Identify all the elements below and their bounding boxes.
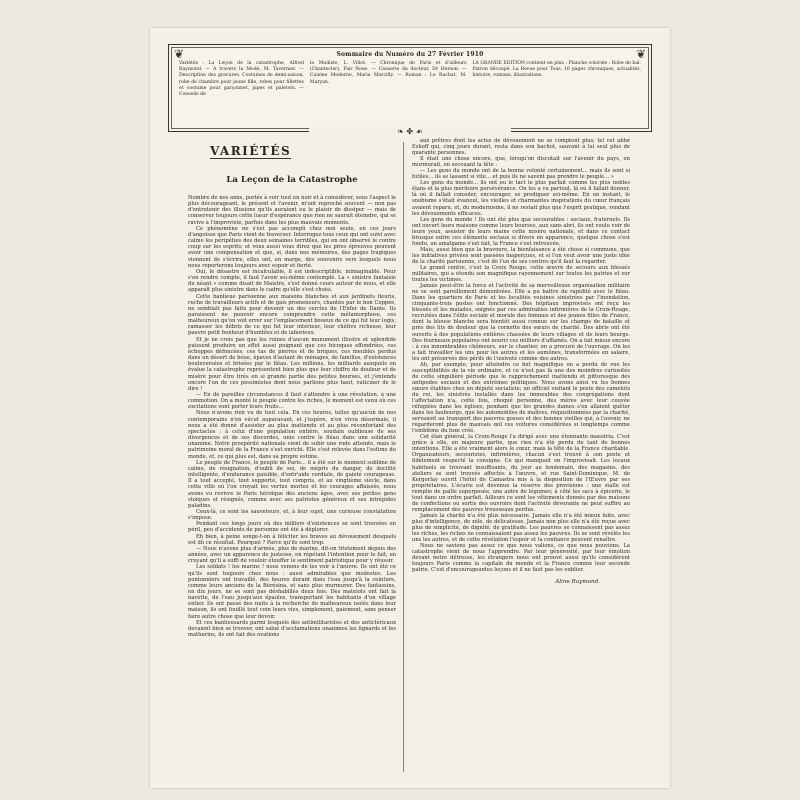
summary-title: Sommaire du Numéro du 27 Février 1910 — [336, 51, 484, 58]
paragraph: Nous n'avons rien vu de tout cela. En ces heures, telles qu'aucun de nos contemporains n'en vécut auparavant, et j'espère, n'en vivra désormais, il nous a été donné d'assister au plus inattendu et au plus réconfortant des spectacles : à celui d'une population entière, soudain oublieuse de ses divergences et de ses discordes, unie contre le fléau dans une solidarité unanime. Notre prospérité nationale vient de subir une rude atteinte, mais le patrimoine moral de la France s'est enrichi. Elle s'est relevée dans l'estime du monde, et, ce qui plus est, dans sa propre estime. — [188, 410, 396, 460]
paragraph: Il était une chose encore, que, lorsqu'on discutait sur l'avenir du pays, on murmurait, en secouant la tête : — [412, 156, 630, 169]
paragraph: Ah, par exemple, pour atteindre ce but magnifique on a perdu de vue les susceptibilités de la vie ordinaire, et ce n'est pas là une des moindres curiosités de cette singulière période que le rapprochement inattendu et pittoresque des antipodes sociaux et des extrêmes politiques. Nous avons ainsi vu les bonnes sœurs établies chez un député socialiste; un officiel visitant le poste des camelots du roi, les sinistrés installés dans les immeubles des congrégations dont l'affectation n'a, cette fois, choqué personne, des mères avec leur couvée réfugiées dans les églises, pendant que les grandes dames s'en allaient quêter dans les faubourgs, que les automobiles de maîtres, réquisitionnées par la charité, servaient au transport des pauvres gosses et des bonnes vieilles qui, à l'avenir, ne regarderont plus de mauvais œil ces voitures considérées si longtemps comme l'emblème du luxe créé. — [412, 361, 630, 435]
magazine-page — [150, 28, 670, 788]
summary-columns — [179, 61, 641, 123]
article-title: La Leçon de la Catastrophe — [226, 175, 358, 185]
paragraph: Et ces banlieusards parmi lesquels des antimilitaristes et des anticléricaux devaient bien se trouver, ont salué d'acclamations unanimes les lignards et les mathurins, ils ont fait des ovations — [188, 619, 396, 639]
paragraph: Jamais peut-être la force et l'activité de sa merveilleuse organisation militaire ne se sont pareillement démontrées. Elle a pu battre de rapidité avec le fléau. Dans les quartiers de Paris et les localités voisines sinistrées par l'inondation, cinquante-trois postes ont fonctionné. Des hôpitaux improvisés ont reçu les blessés et les malades, soignés par ces admirables infirmières de la Croix-Rouge, recrutées dans l'élite sociale et morale des femmes et des jeunes filles de France, dont la blouse blanche sera bientôt aussi connue sur les champs de bataille et près des lits de douleur que la cornette des sœurs de charité. Des abris ont été ouverts à des populations entières chassées de leurs villages et de leurs bourgs. Des fourneaux populaires ont nourri ces milliers d'affamés. On a fait mieux encore : à ces innombrables chômeurs, sur le chantier, on a procuré de l'ouvrage. On les a fait travailler les uns pour les autres et les aumônes, transformées en salaire, les ont préservés des périls de l'oisiveté comme des autres. — [412, 283, 630, 362]
paragraph: Et je ne crois pas que les ruines d'aucun monument illustre et splendide puissent produire un effet aussi poignant que ces bicoques effondrées, ces échoppes défoncées, ces tas de pierres et de briques, ces meubles perdus dans un désert de boue, épaves d'autant de ménages, de familles, d'existences bouleversées et brisées par le fléau. Les millions, les milliards auxquels on évalue la catastrophe représentent bien plus que leur chiffre de douleur et de misère pour être tirés en si grande partie des petites bourses, et j'entends encore l'un de ces pessimistes dont nous parlions plus haut, vaticiner de le dire ! — [188, 336, 396, 392]
paragraph: Ceux-là, ce sont les sauveteurs, et, à leur sujet, une curieuse constatation s'impose. — [188, 508, 396, 522]
paragraph: Mais, aussi bien que la bravoure, la bienfaisance a été chose si commune, que les initiatives privées sont passées inaperçues, et si l'on veut avoir une juste idée de la charité parisienne, c'est de l'un de ses centres qu'il faut la regarder. — [412, 246, 630, 265]
paragraph: Les gens du monde ! Ils ont été plus que secourables : sociaux, fraternels. Ils ont ouvert leurs maisons comme leurs bourses, aux sans abri, ils ont voulu voir de leurs yeux, assister de leurs mains cette misère nationale, et dans ce contact brusque entre ces éléments sociaux si divers en apparence, quelque chose s'est fondu, un amalgame s'est fait, la France s'est retrouvée. — [412, 216, 630, 247]
paragraph: Ce phénomène ne s'est pas accompli chez moi seule, en ces jours d'angoisse que Paris vient de traverser. Interrogez tous ceux qui ont suivi avec calme les péripéties des deux semaines terribles, qui en ont observé le contre coup sur les esprits; et vous aussi vous direz que les pires épreuves peuvent avoir une compensation et que, si, dans nos mémoires, des pages tragiques viennent de s'écrire, elles ont, en marge, des souvenirs vers lesquels nous nous reporterons toujours avec espoir et fierté. — [188, 225, 396, 269]
summary-box — [168, 44, 652, 136]
ornament-bottom-icon: ❧ ✤ ☙ — [309, 127, 511, 137]
summary-col-3: LA GRANDE EDITION contient en plus : Planche coloriée : Robe de bal. Patron découpé. La Revue pour Tous, 16 pages chroniques, actualités, histoire, romans, illustrations. — [472, 61, 641, 79]
paragraph: Cet élan général, la Croix-Rouge l'a dirigé avec une étonnante maestria. C'est grâce à elle, en majeure partie, que rien n'a été perdu de tant de bonnes intentions. Elle a été vraiment alors le cœur, mais la tête de la France charitable. Organisateurs, secouristes, infirmières, chacun s'est trouvé à son poste et fidèlement respecté la consigne. Ce qui manquait on l'improvisait. Les locaux habituels se trouvant insuffisants, du jour au lendemain, des magasins, des ateliers se sont trouvés affectés à l'œuvre, et rue Saint-Dominique, M. de Kergorlay ouvrit l'hôtel de Camastra mis à la disposition de l'Œuvre par ses propriétaires. L'écurie est devenue la réserve des provisions : une stalle est remplie de paille superposée, une autre de légumes; à côté les sacs à épicerie, le tout dans un ordre parfait. Ailleurs ce sont les vêtements donnés par des maisons de confections ou sortis des ouvroirs dont l'activité dévorante ne peut suffire au remplacement des pauvres trousseaux perdus. — [412, 434, 630, 513]
summary-col-1: Variétés : La Leçon de la catastrophe, Alfred Raymond. — A travers la Mode, M. Tavernier. — Description des gravures. Costumes de demi-saison, robe de chambre pour jeune fille, robes pour fillettes et costume pour garçonnet, jupes et paletots. — Conseils de — [179, 61, 304, 98]
paragraph: — En de pareilles circonstances il faut s'attendre à une révolution, à une commotion. On a monté le peuple contre les riches, le moment est venu où ces excitations vont porter leurs fruits... — [188, 392, 396, 411]
paragraph: Nombre de nos amis, portés à voir tout en noir et à considérer, sous l'aspect le plus décourageant, le présent et l'avenir, m'ont reproché souvent — non pas d'entretenir des illusions qu'ils auraient eu le plaisir de dissiper — mais de conserver toujours cette lueur d'espérance que rien ne saurait éteindre, qui se ravive à l'improviste, parfois dans les plus mauvais moments. — [188, 195, 396, 226]
paragraph: Les soldats ! les marins ! nous venons de les voir à l'œuvre. Ils ont été ce qu'ils sont toujours chez nous : aussi admirables que modestes. Les pontonniers ont travaillé, des heures durant dans l'eau jusqu'à la ceinture, comme leurs anciens de la Bérésina, et sans plus murmurer. Des fantassins, en dix jours, ne se sont pas déshabillés deux fois. Des matelots ont fait la navette, de l'eau jusqu'aux épaules, transportant les habitants d'un village entier. Ils ont passé des nuits à la recherche de malheureux isolés dans leur maison, ils ont fouillé tout coin leurs vies, simplement, gaiement, sans penser faire autre chose que leur devoir. — [188, 564, 396, 620]
right-paragraphs — [412, 138, 630, 573]
section-title — [210, 144, 396, 159]
paragraph: Jamais la charité n'a été plus nécessaire. Jamais elle n'a été mieux faite, avec plus d'intelligence, de zèle, de délicatesse. Jamais non plus elle n'a été reçue avec plus de simplicité, de dignité, de gratitude. Les pauvres se connaissent pas assez les riches, les riches ne connaissaient pas assez les pauvres. Ils se sont révélés les uns les autres, et de cette révélation l'espoir et la confiance peuvent renaître. — [412, 512, 630, 544]
paragraph: Cette banlieue parisienne aux maisons blanches et aux jardinets fleuris, ruche de travailleurs actifs et de gais promeneurs, chantée par le bon Coppée, ne semblait pas faite pour devenir un des cercles de l'Enfer de Dante. Ils paraissent ne pouvoir encore comprendre cette métamorphose, ces malheureux qu'on voit errer sur l'emplacement boueux de ce qui fut leur logis, ramasser les débris de ce qui fut leur intérieur, leur chétive richesse, leur pauvre petit bonheur d'humbles et de laborieux. — [188, 293, 396, 337]
paragraph: — Les gens du monde ont de la bonne volonté certainement... mais ils sont si futiles... ils se lassent si vite... et puis ils ne savent pas prendre le peuple... » — [412, 168, 630, 181]
paragraph: Le peuple de France, le peuple de Paris... il a été sur le moment sublime de calme, de résignation, d'oubli de soi, de mépris du danger, de docilité intelligente, d'endurance paisible, d'entr'aide cordiale, de gaieté courageuse. Il a tout accepté, tout supporté, tout compris, et au vingtième siècle, dans cette ville où l'on croyait les vertus mortes et les courages affaissés, nous avons vu revivre le Paris héroïque des anciens âges, avec ses petites gens stoïques et résignés, comme avec ses patriotes généreux et ses intrépides paladins. — [188, 459, 396, 509]
left-paragraphs — [188, 195, 396, 638]
left-column — [188, 138, 396, 638]
paragraph: Les gens du monde... ils ont eu le tact le plus parfait comme les plus nobles élans et la plus méritoire persévérance. On les a vu partout, là où il fallait donner, là où il fallait consoler, encourager, se prodiguer soi-même. En un instant, le snobisme s'était évanoui, les vieilles et charmantes inspirations du cœur français avaient reparu, et, du modernisme, il ne restait plus que l'esprit pratique, rendant les dévouements efficaces. — [412, 180, 630, 217]
paragraph: Le grand centre, c'est la Croix Rouge, cette œuvre de secours aux blessés militaires, qui a étendu son magnifique rayonnement sur toutes les patries et sur toutes les victimes. — [412, 264, 630, 284]
section-title-text: VARIÉTÉS — [210, 144, 292, 158]
paragraph: aux prêtres dont les actes de dévouement ne se comptent plus; tel cet abbé Eskoff qui, cinq jours durant, resta dans son bachot, sauvant à lui seul plus de quarante personnes. — [412, 138, 630, 157]
paragraph: Nous ne savions pas assez ce que nous valions, ce que nous pouvions. La catastrophe vient de nous l'apprendre. Par leur générosité, par leur émotion devant notre détresse, les étrangers nous ont prouvé aussi qu'ils considèrent toujours Paris comme la capitale du monde et la France comme leur seconde patrie. C'est d'encourageantes leçons et il ne faut pas les oublier. — [412, 543, 630, 574]
right-column — [412, 138, 630, 585]
paragraph: Eh bien, à peine songe-t-on à féliciter les braves au dévouement desquels est dû ce résultat. Pourquoi ? Parce qu'ils sont trop. — [188, 533, 396, 546]
ornament-left-icon: ❦ — [174, 47, 185, 61]
column-divider — [403, 142, 404, 772]
ornament-right-icon: ❦ — [635, 47, 646, 61]
paragraph: Oui, le désastre est incalculable, il est indescriptible, inimaginable. Pour s'en rendre compte, il faut l'avoir soi-même contemplé. La « sinistre fantaisie du néant » comme disait de Maistre, s'est donné cours autour de nous, et elle apparaît plus sinistre dans le cadre qu'elle s'est choisi. — [188, 268, 396, 294]
signature: Aline Raymond. — [555, 579, 600, 586]
summary-col-2: la Modiste, L. Villot. — Chronique de Paris et d'ailleurs (Chantecler), Fair Nose. — Causerie du docteur, Dr Herson. — Cuisine Moderne, Maria Marcilly. — Roman : Le Rachat, M. Maryan. — [309, 61, 467, 85]
paragraph: — Nous n'avons plus d'armée, plus de marine, dit-on tristement depuis des années, avec un apparence de justesse, en répétant l'intention pour le fait, en croyant qu'il a suffi de vouloir étouffer le sentiment patriotique pour y réussir. — [188, 545, 396, 565]
paragraph: Pendant ces longs jours où des milliers d'existences se sont trouvées en péril, peu d'accidents de personne ont été à déplorer. — [188, 521, 396, 534]
